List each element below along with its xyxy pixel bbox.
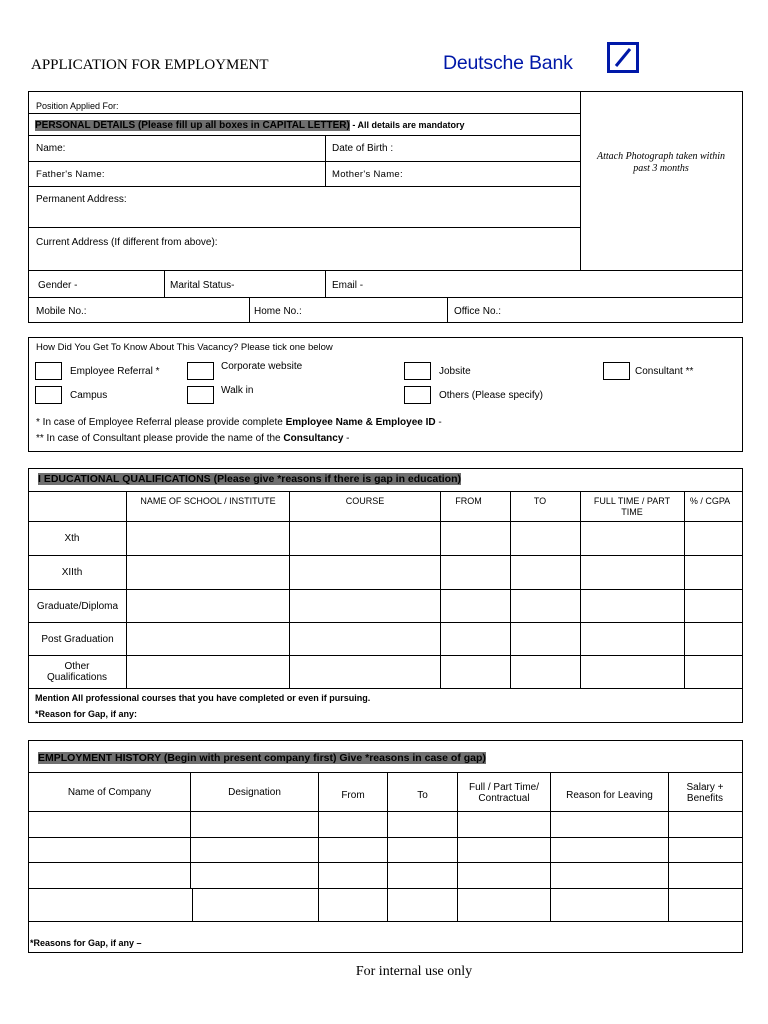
edu-row-other: Other Qualifications xyxy=(46,661,108,683)
professional-courses-note: Mention All professional courses that you have completed or even if pursuing. xyxy=(35,693,371,703)
name-label: Name: xyxy=(36,143,66,154)
edu-col-mode: FULL TIME / PART TIME xyxy=(593,495,671,517)
referral-note-text: * In case of Employee Referral please provide complete xyxy=(36,417,286,428)
emp-col-company: Name of Company xyxy=(67,786,152,798)
vacancy-question: How Did You Get To Know About This Vacancy? Please tick one below xyxy=(36,342,333,353)
edu-col-institute: NAME OF SCHOOL / INSTITUTE xyxy=(140,495,276,506)
others-label: Others (Please specify) xyxy=(439,390,543,401)
office-number-label: Office No.: xyxy=(454,306,502,317)
referral-note xyxy=(36,417,442,428)
home-number-label: Home No.: xyxy=(254,306,302,317)
consultant-note xyxy=(36,433,350,444)
mother-name-label: Mother's Name: xyxy=(332,169,403,180)
jobsite-label: Jobsite xyxy=(439,366,471,377)
father-name-label: Father's Name: xyxy=(36,169,105,180)
consultant-checkbox[interactable] xyxy=(603,362,630,380)
employee-referral-label: Employee Referral * xyxy=(70,366,160,377)
walk-in-checkbox[interactable] xyxy=(187,386,214,404)
permanent-address-label: Permanent Address: xyxy=(36,194,127,205)
referral-note-bold: Employee Name & Employee ID xyxy=(285,417,436,428)
mobile-label: Mobile No.: xyxy=(36,306,87,317)
edu-col-cgpa: % / CGPA xyxy=(689,495,731,506)
marital-status-label: Marital Status- xyxy=(170,280,235,291)
consultant-note-suffix: - xyxy=(343,433,350,444)
edu-row-xth: Xth xyxy=(64,533,80,544)
corporate-website-label: Corporate website xyxy=(221,361,303,372)
emp-col-to: To xyxy=(417,789,428,801)
consultant-note-text: ** In case of Consultant please provide the name of the xyxy=(36,433,284,444)
referral-note-suffix: - xyxy=(435,417,442,428)
emp-col-from: From xyxy=(341,789,365,801)
edu-col-to: TO xyxy=(533,495,547,506)
personal-details-heading xyxy=(35,120,465,131)
edu-row-xiith: XIIth xyxy=(61,567,83,578)
gender-label: Gender - xyxy=(38,280,78,291)
others-checkbox[interactable] xyxy=(404,386,431,404)
edu-row-post-graduation: Post Graduation xyxy=(41,633,114,645)
dob-label: Date of Birth : xyxy=(332,143,394,154)
edu-row-graduate: Graduate/Diploma xyxy=(36,600,119,612)
consultant-note-bold: Consultancy xyxy=(283,433,344,444)
page-title: APPLICATION FOR EMPLOYMENT xyxy=(31,57,269,73)
emp-col-salary: Salary + Benefits xyxy=(686,782,724,804)
edu-col-course: COURSE xyxy=(345,495,385,506)
personal-details-note: - All details are mandatory xyxy=(349,120,465,130)
employment-title: EMPLOYMENT HISTORY (Begin with present company first) Give *reasons in case of gap) xyxy=(38,752,486,764)
emp-col-type: Full / Part Time/ Contractual xyxy=(468,782,539,804)
photo-instruction: Attach Photograph taken within past 3 months xyxy=(596,151,726,174)
footer-note: For internal use only xyxy=(355,964,473,979)
brand-name: Deutsche Bank xyxy=(443,52,573,74)
campus-label: Campus xyxy=(70,390,108,401)
edu-col-from: FROM xyxy=(455,495,482,506)
deutsche-bank-logo-icon xyxy=(607,42,639,73)
email-label: Email - xyxy=(332,280,364,291)
education-gap-label: *Reason for Gap, if any: xyxy=(35,709,138,719)
campus-checkbox[interactable] xyxy=(35,386,62,404)
corporate-website-checkbox[interactable] xyxy=(187,362,214,380)
employee-referral-checkbox[interactable] xyxy=(35,362,62,380)
walk-in-label: Walk in xyxy=(221,385,254,396)
jobsite-checkbox[interactable] xyxy=(404,362,431,380)
consultant-label: Consultant ** xyxy=(635,366,694,377)
education-title: I EDUCATIONAL QUALIFICATIONS (Please give *reasons if there is gap in education) xyxy=(38,473,461,485)
emp-col-reason: Reason for Leaving xyxy=(566,789,653,801)
personal-details-title: PERSONAL DETAILS (Please fill up all boxes in CAPITAL LETTER) xyxy=(35,120,350,131)
position-applied-label: Position Applied For: xyxy=(36,101,119,111)
emp-col-designation: Designation xyxy=(228,786,281,798)
current-address-label: Current Address (If different from above): xyxy=(36,237,218,248)
employment-gap-label: *Reasons for Gap, if any – xyxy=(30,938,142,948)
